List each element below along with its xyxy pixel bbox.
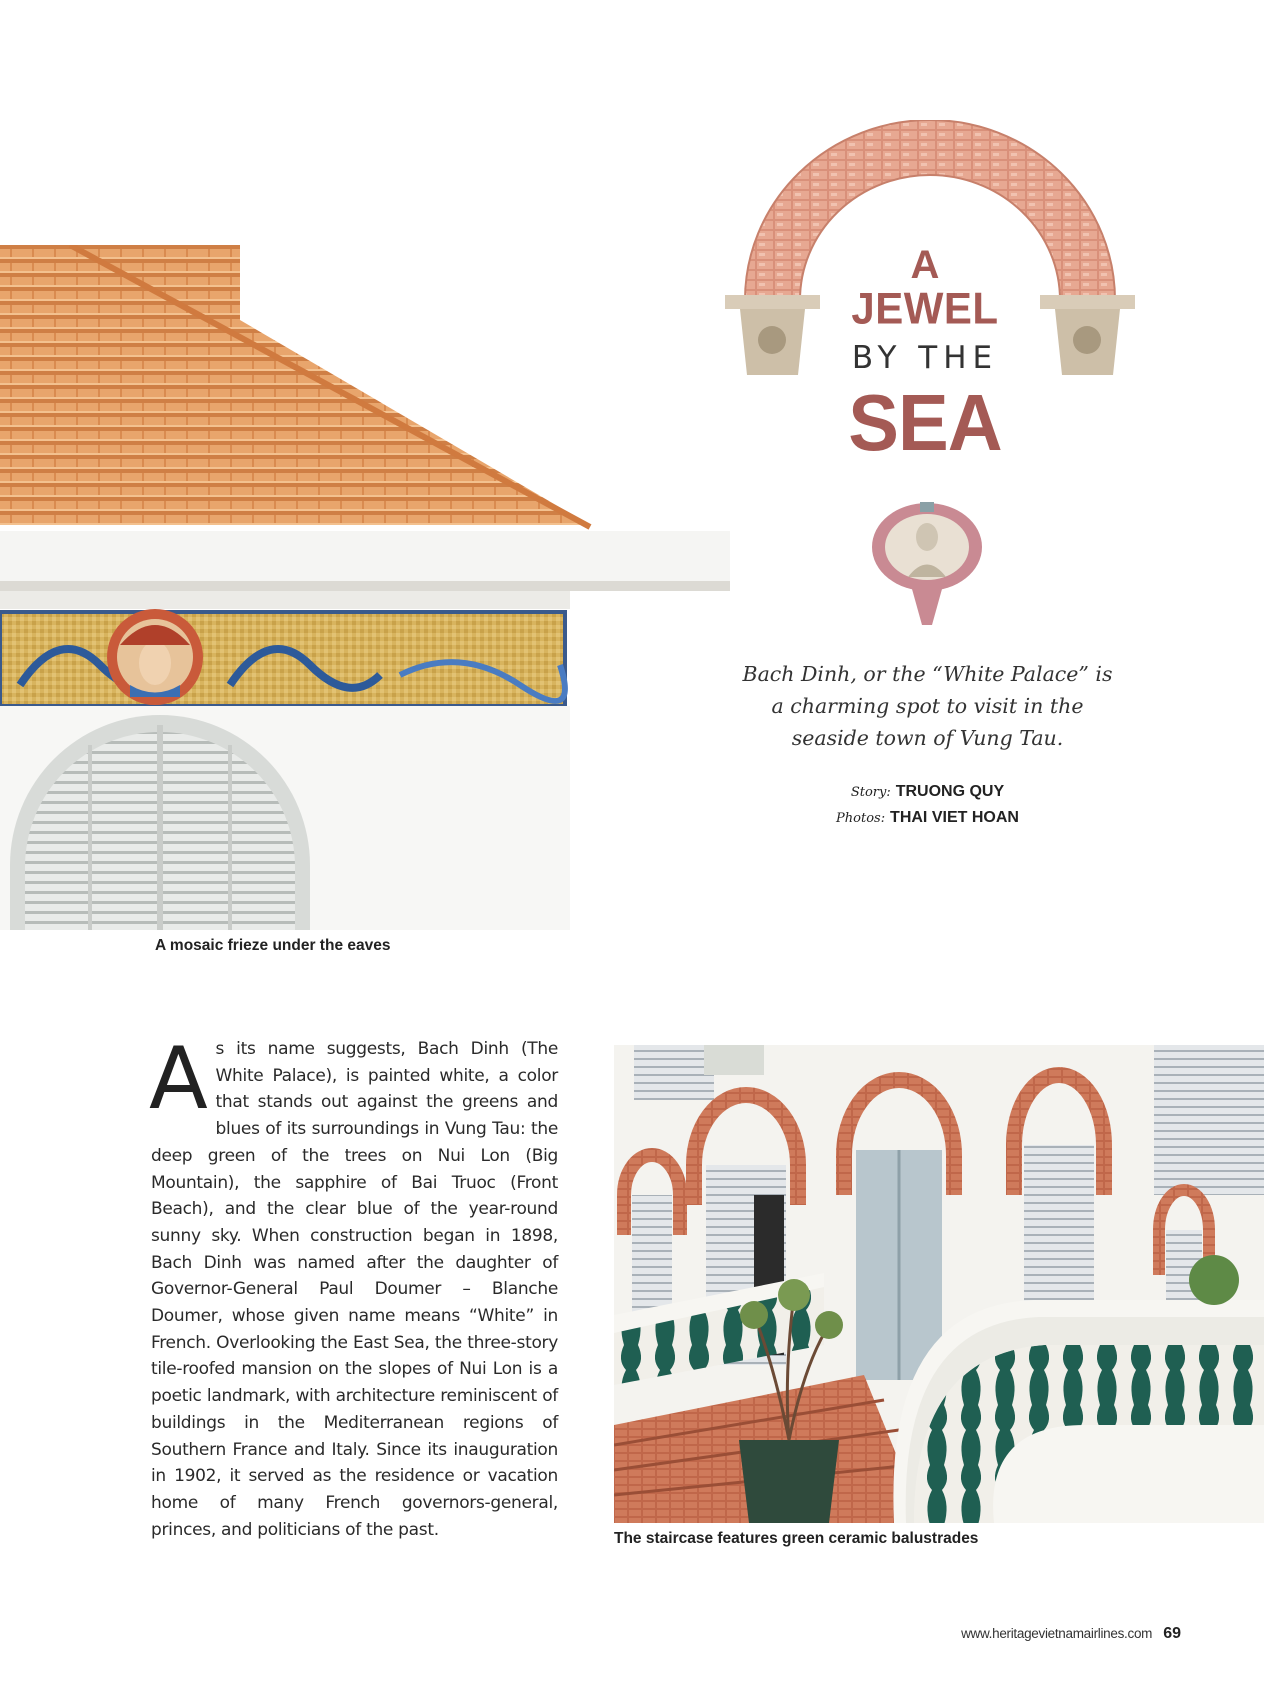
credit-photos-label: Photos: [836, 811, 886, 826]
caption-frieze: A mosaic frieze under the eaves [155, 937, 391, 954]
page-footer [961, 1623, 1181, 1643]
bust-medallion-ornament [868, 497, 986, 629]
title-line-sea: SEA [848, 378, 1002, 467]
drop-cap: A [149, 1029, 208, 1129]
footer-website-link[interactable]: www.heritagevietnamairlines.com [961, 1626, 1153, 1641]
title-line-jewel: JEWEL [851, 283, 999, 334]
credit-story-label: Story: [850, 785, 891, 800]
article-subtitle: Bach Dinh, or the “White Palace” is a charming spot to visit in the seaside town of Vung Tau. [742, 662, 1113, 750]
article-body-text: s its name suggests, Bach Dinh (The White Palace), is painted white, a color that stands out against the greens and blues of its surroundings in Vung Tau: the deep green of the trees on Nui Lon (Big Mountain), the sapphire of Bai Truoc (Front Beach), and the clear blue of the year-round sunny sky. When construction began in 1898, Bach Dinh was named after the daughter of Governor-General Paul Doumer – Blanche Doumer, whose given name means “White” in French. Overlooking the East Sea, the three-story tile-roofed mansion on the slopes of Nui Lon is a poetic landmark, with architecture reminiscent of buildings in the Mediterranean regions of Southern France and Italy. Since its inauguration in 1902, it served as the residence or vacation home of many French governors-general, princes, and politicians of the past. [151, 1039, 558, 1540]
article-body [149, 1029, 558, 1543]
page-number: 69 [1163, 1625, 1181, 1642]
title-line-by-the: BY THE [851, 340, 999, 376]
credit-photos [760, 806, 1095, 830]
photo-staircase-balustrades [614, 1045, 1264, 1523]
credit-story [760, 780, 1095, 804]
credit-story-name: TRUONG QUY [895, 783, 1005, 800]
credit-photos-name: THAI VIET HOAN [890, 809, 1019, 826]
title-line-a: A [910, 243, 940, 287]
photo-roof-mosaic-frieze [0, 245, 730, 930]
caption-staircase: The staircase features green ceramic balustrades [614, 1530, 979, 1547]
